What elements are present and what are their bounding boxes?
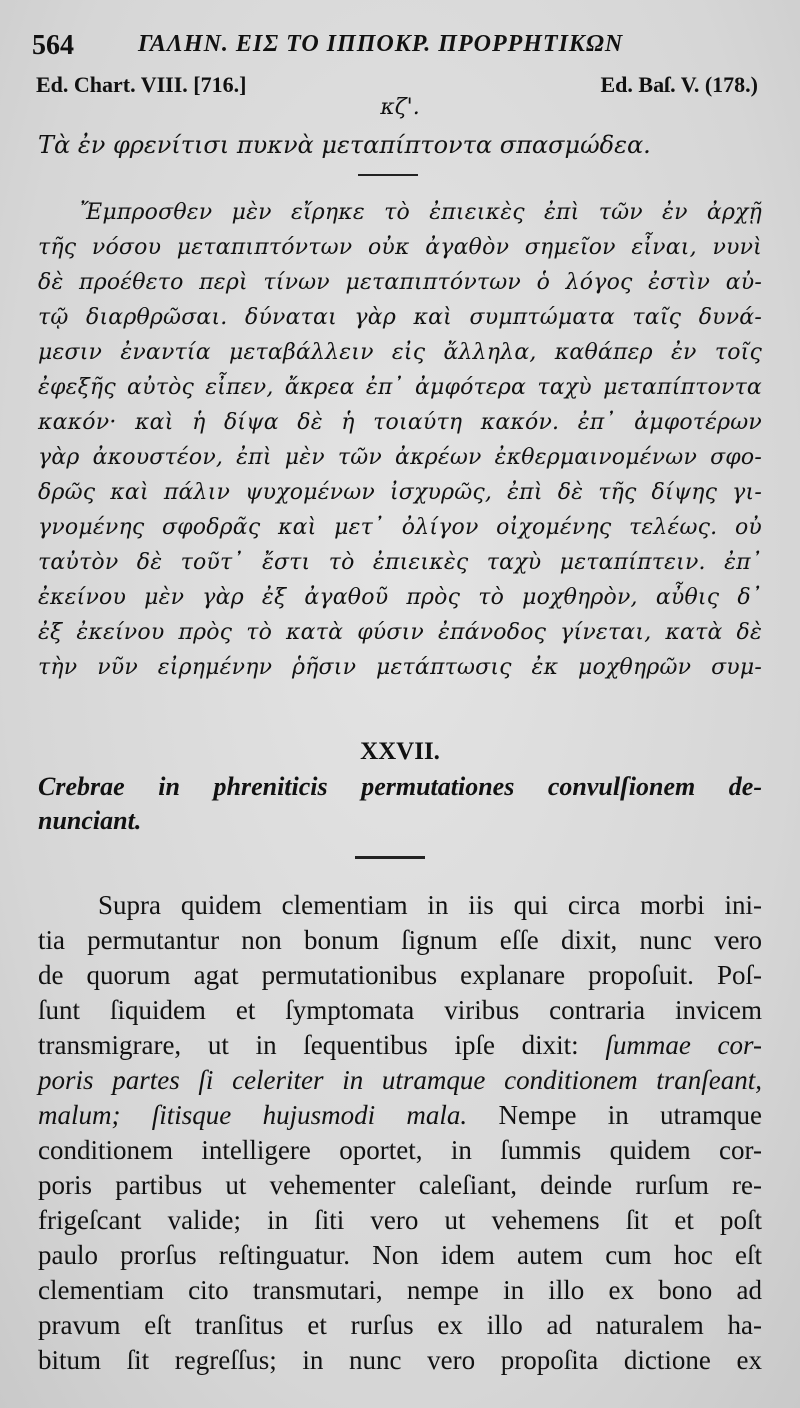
greek-line: Ἔμπροσθεν μὲν εἴρηκε τὸ ἐπιεικὲς ἐπὶ τῶν ἐν ἀρχῇ bbox=[80, 200, 762, 225]
latin-lemma-line: nunciant. bbox=[38, 806, 142, 835]
greek-line: δὲ προέθετο περὶ τίνων μεταπιπτόντων ὁ λόγος ἐστὶν αὐ- bbox=[38, 270, 762, 295]
latin-line: conditionem intelligere oportet, in ſummis quidem cor- bbox=[38, 1135, 762, 1165]
greek-line: ἐκείνου μὲν γὰρ ἐξ ἀγαθοῦ πρὸς τὸ μοχθηρὸν, αὖθις δ᾽ bbox=[38, 585, 762, 610]
latin-line: de quorum agat permutationibus explanare propoſuit. Poſ- bbox=[38, 960, 762, 990]
greek-line: κακόν· καὶ ἡ δίψα δὲ ἡ τοιαύτη κακόν. ἐπ᾽ ἀμφοτέρων bbox=[38, 410, 762, 435]
latin-line: poris partibus ut vehementer caleſiant, deinde rurſum re- bbox=[38, 1170, 762, 1200]
greek-line: ἐξ ἐκείνου πρὸς τὸ κατὰ φύσιν ἐπάνοδος γίνεται, κατὰ δὲ bbox=[38, 620, 762, 645]
latin-line: bitum ſit regreſſus; in nunc vero propoſita dictione ex bbox=[38, 1345, 762, 1375]
latin-line: clementiam cito transmutari, nempe in illo ex bono ad bbox=[38, 1275, 762, 1305]
latin-line: tia permutantur non bonum ſignum eſſe dixit, nunc vero bbox=[38, 925, 762, 955]
greek-line: τῆς νόσου μεταπιπτόντων οὐκ ἀγαθὸν σημεῖον εἶναι, νυνὶ bbox=[38, 235, 762, 260]
edition-reference-left: Ed. Chart. VIII. [716.] bbox=[36, 72, 247, 97]
latin-line: paulo prorſus reſtinguatur. Non idem autem cum hoc eſt bbox=[38, 1240, 762, 1270]
greek-line: τὴν νῦν εἰρημένην ῥῆσιν μετάπτωσις ἐκ μοχθηρῶν συμ- bbox=[38, 655, 762, 680]
greek-line: γὰρ ἀκουστέον, ἐπὶ μὲν τῶν ἀκρέων ἐκθερμαινομένων σφο- bbox=[38, 445, 762, 470]
divider-rule bbox=[355, 856, 425, 859]
greek-line: μεσιν ἐναντία μεταβάλλειν εἰς ἄλληλα, καθάπερ ἐν τοῖς bbox=[38, 340, 762, 365]
latin-line: ſunt ſiquidem et ſymptomata viribus contraria invicem bbox=[38, 995, 762, 1025]
greek-section-number: κζ'. bbox=[380, 95, 420, 120]
edition-reference-right: Ed. Baſ. V. (178.) bbox=[600, 72, 758, 97]
latin-line: poris partes ſi celeriter in utramque conditionem tranſeant, bbox=[38, 1065, 762, 1095]
latin-line: pravum eſt tranſitus et rurſus ex illo ad naturalem ha- bbox=[38, 1310, 762, 1340]
latin-line: malum; ſitisque hujusmodi mala. Nempe in utramque bbox=[38, 1100, 762, 1130]
page-number: 564 bbox=[32, 30, 74, 61]
latin-line: frigeſcant valide; in ſiti vero ut vehemens ſit et poſt bbox=[38, 1205, 762, 1235]
greek-lemma: Τὰ ἐν φρενίτισι πυκνὰ μεταπίπτοντα σπασμώδεα. bbox=[38, 131, 651, 159]
greek-line: ταὐτὸν δὲ τοῦτ᾽ ἔστι τὸ ἐπιεικὲς ταχὺ μεταπίπτειν. ἐπ᾽ bbox=[38, 550, 762, 575]
greek-line: γνομένης σφοδρᾶς καὶ μετ᾽ ὀλίγον οἰχομένης τελέως. οὐ bbox=[38, 515, 762, 540]
running-head: ΓΑΛΗΝ. ΕΙΣ ΤΟ ΙΠΠΟΚΡ. ΠΡΟΡΡΗΤΙΚΩΝ bbox=[138, 31, 624, 57]
latin-line: Supra quidem clementiam in iis qui circa morbi ini- bbox=[98, 890, 762, 920]
divider-rule bbox=[358, 174, 418, 176]
greek-line: ἐφεξῆς αὐτὸς εἶπεν, ἄκρεα ἐπ᾽ ἀμφότερα ταχὺ μεταπίπτοντα bbox=[38, 375, 762, 400]
latin-lemma-line: Crebrae in phreniticis permutationes convulſionem de- bbox=[38, 772, 762, 801]
greek-line: δρῶς καὶ πάλιν ψυχομένων ἰσχυρῶς, ἐπὶ δὲ τῆς δίψης γι- bbox=[38, 480, 762, 505]
latin-line: transmigrare, ut in ſequentibus ipſe dixit: ſummae cor- bbox=[38, 1030, 762, 1060]
latin-section-number: XXVII. bbox=[360, 738, 440, 765]
greek-line: τῷ διαρθρῶσαι. δύναται γὰρ καὶ συμπτώματα ταῖς δυνά- bbox=[38, 305, 762, 330]
